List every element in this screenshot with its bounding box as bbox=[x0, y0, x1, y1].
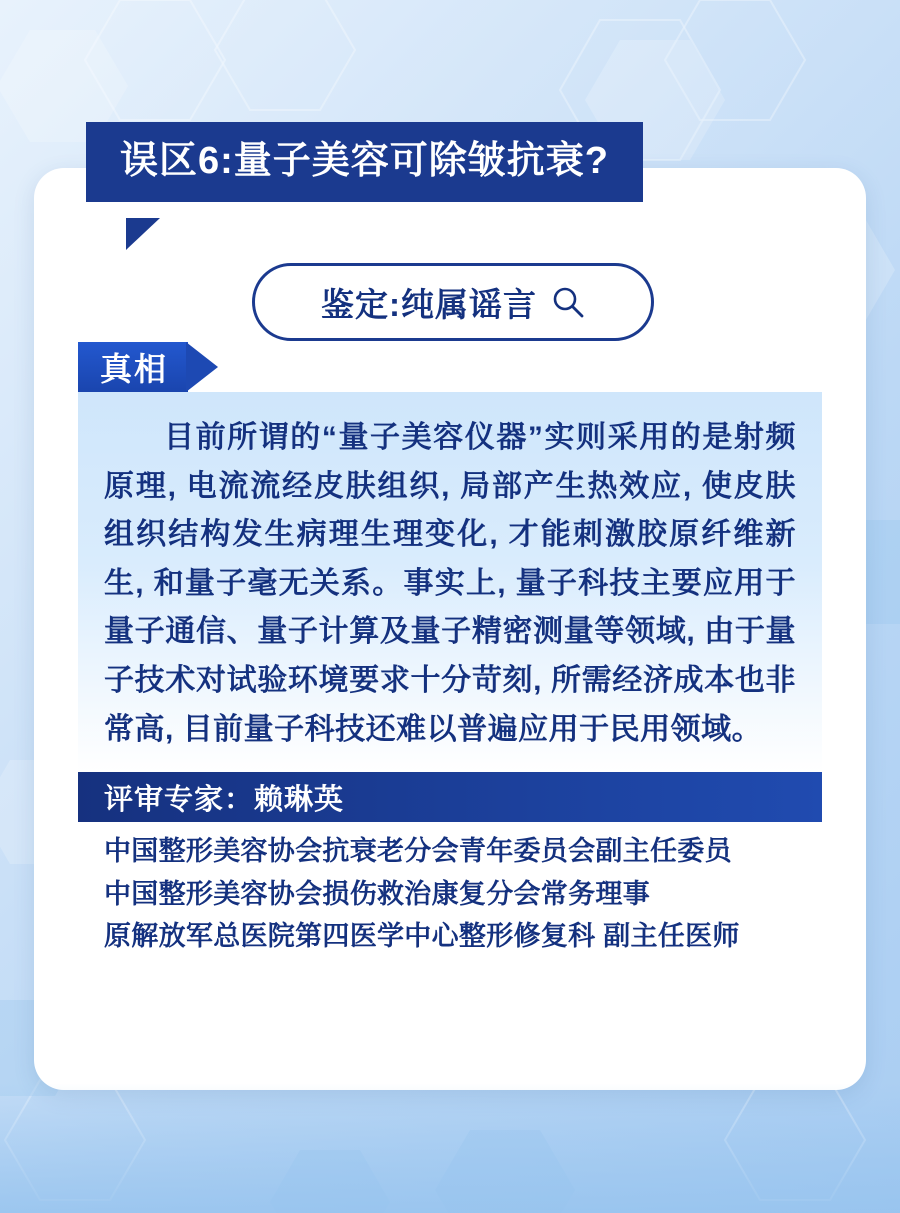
title-ribbon-tail bbox=[126, 218, 160, 250]
truth-body-block bbox=[78, 392, 822, 772]
credential-line: 中国整形美容协会损伤救治康复分会常务理事 bbox=[104, 878, 650, 909]
truth-body-text: 目前所谓的“量子美容仪器”实则采用的是射频原理, 电流流经皮肤组织, 局部产生热效应, 使皮肤组织结构发生病理生理变化, 才能刺激胶原纤维新生, 和量子毫无关系。事实上, 量子科技主要应用于量子通信、量子计算及量子精密测量等领域, 由于量子技术对试验环境要求十分苛刻, 所需经济成本也非常高, 目前量子科技还难以普遍应用于民用领域。 bbox=[104, 421, 796, 746]
credential-line: 原解放军总医院第四医学中心整形修复科 副主任医师 bbox=[104, 921, 740, 952]
expert-bar: 评审专家：赖琳英 bbox=[78, 772, 822, 822]
truth-tag: 真相 bbox=[78, 342, 188, 392]
verdict-label: 鉴定:纯属谣言 bbox=[321, 285, 537, 323]
expert-credentials bbox=[104, 830, 824, 958]
page-title: 误区6:量子美容可除皱抗衰? bbox=[86, 122, 643, 202]
verdict-badge bbox=[252, 263, 654, 341]
truth-tag-arrow bbox=[186, 342, 218, 392]
search-icon bbox=[551, 285, 585, 319]
credential-line: 中国整形美容协会抗衰老分会青年委员会副主任委员 bbox=[104, 836, 732, 866]
